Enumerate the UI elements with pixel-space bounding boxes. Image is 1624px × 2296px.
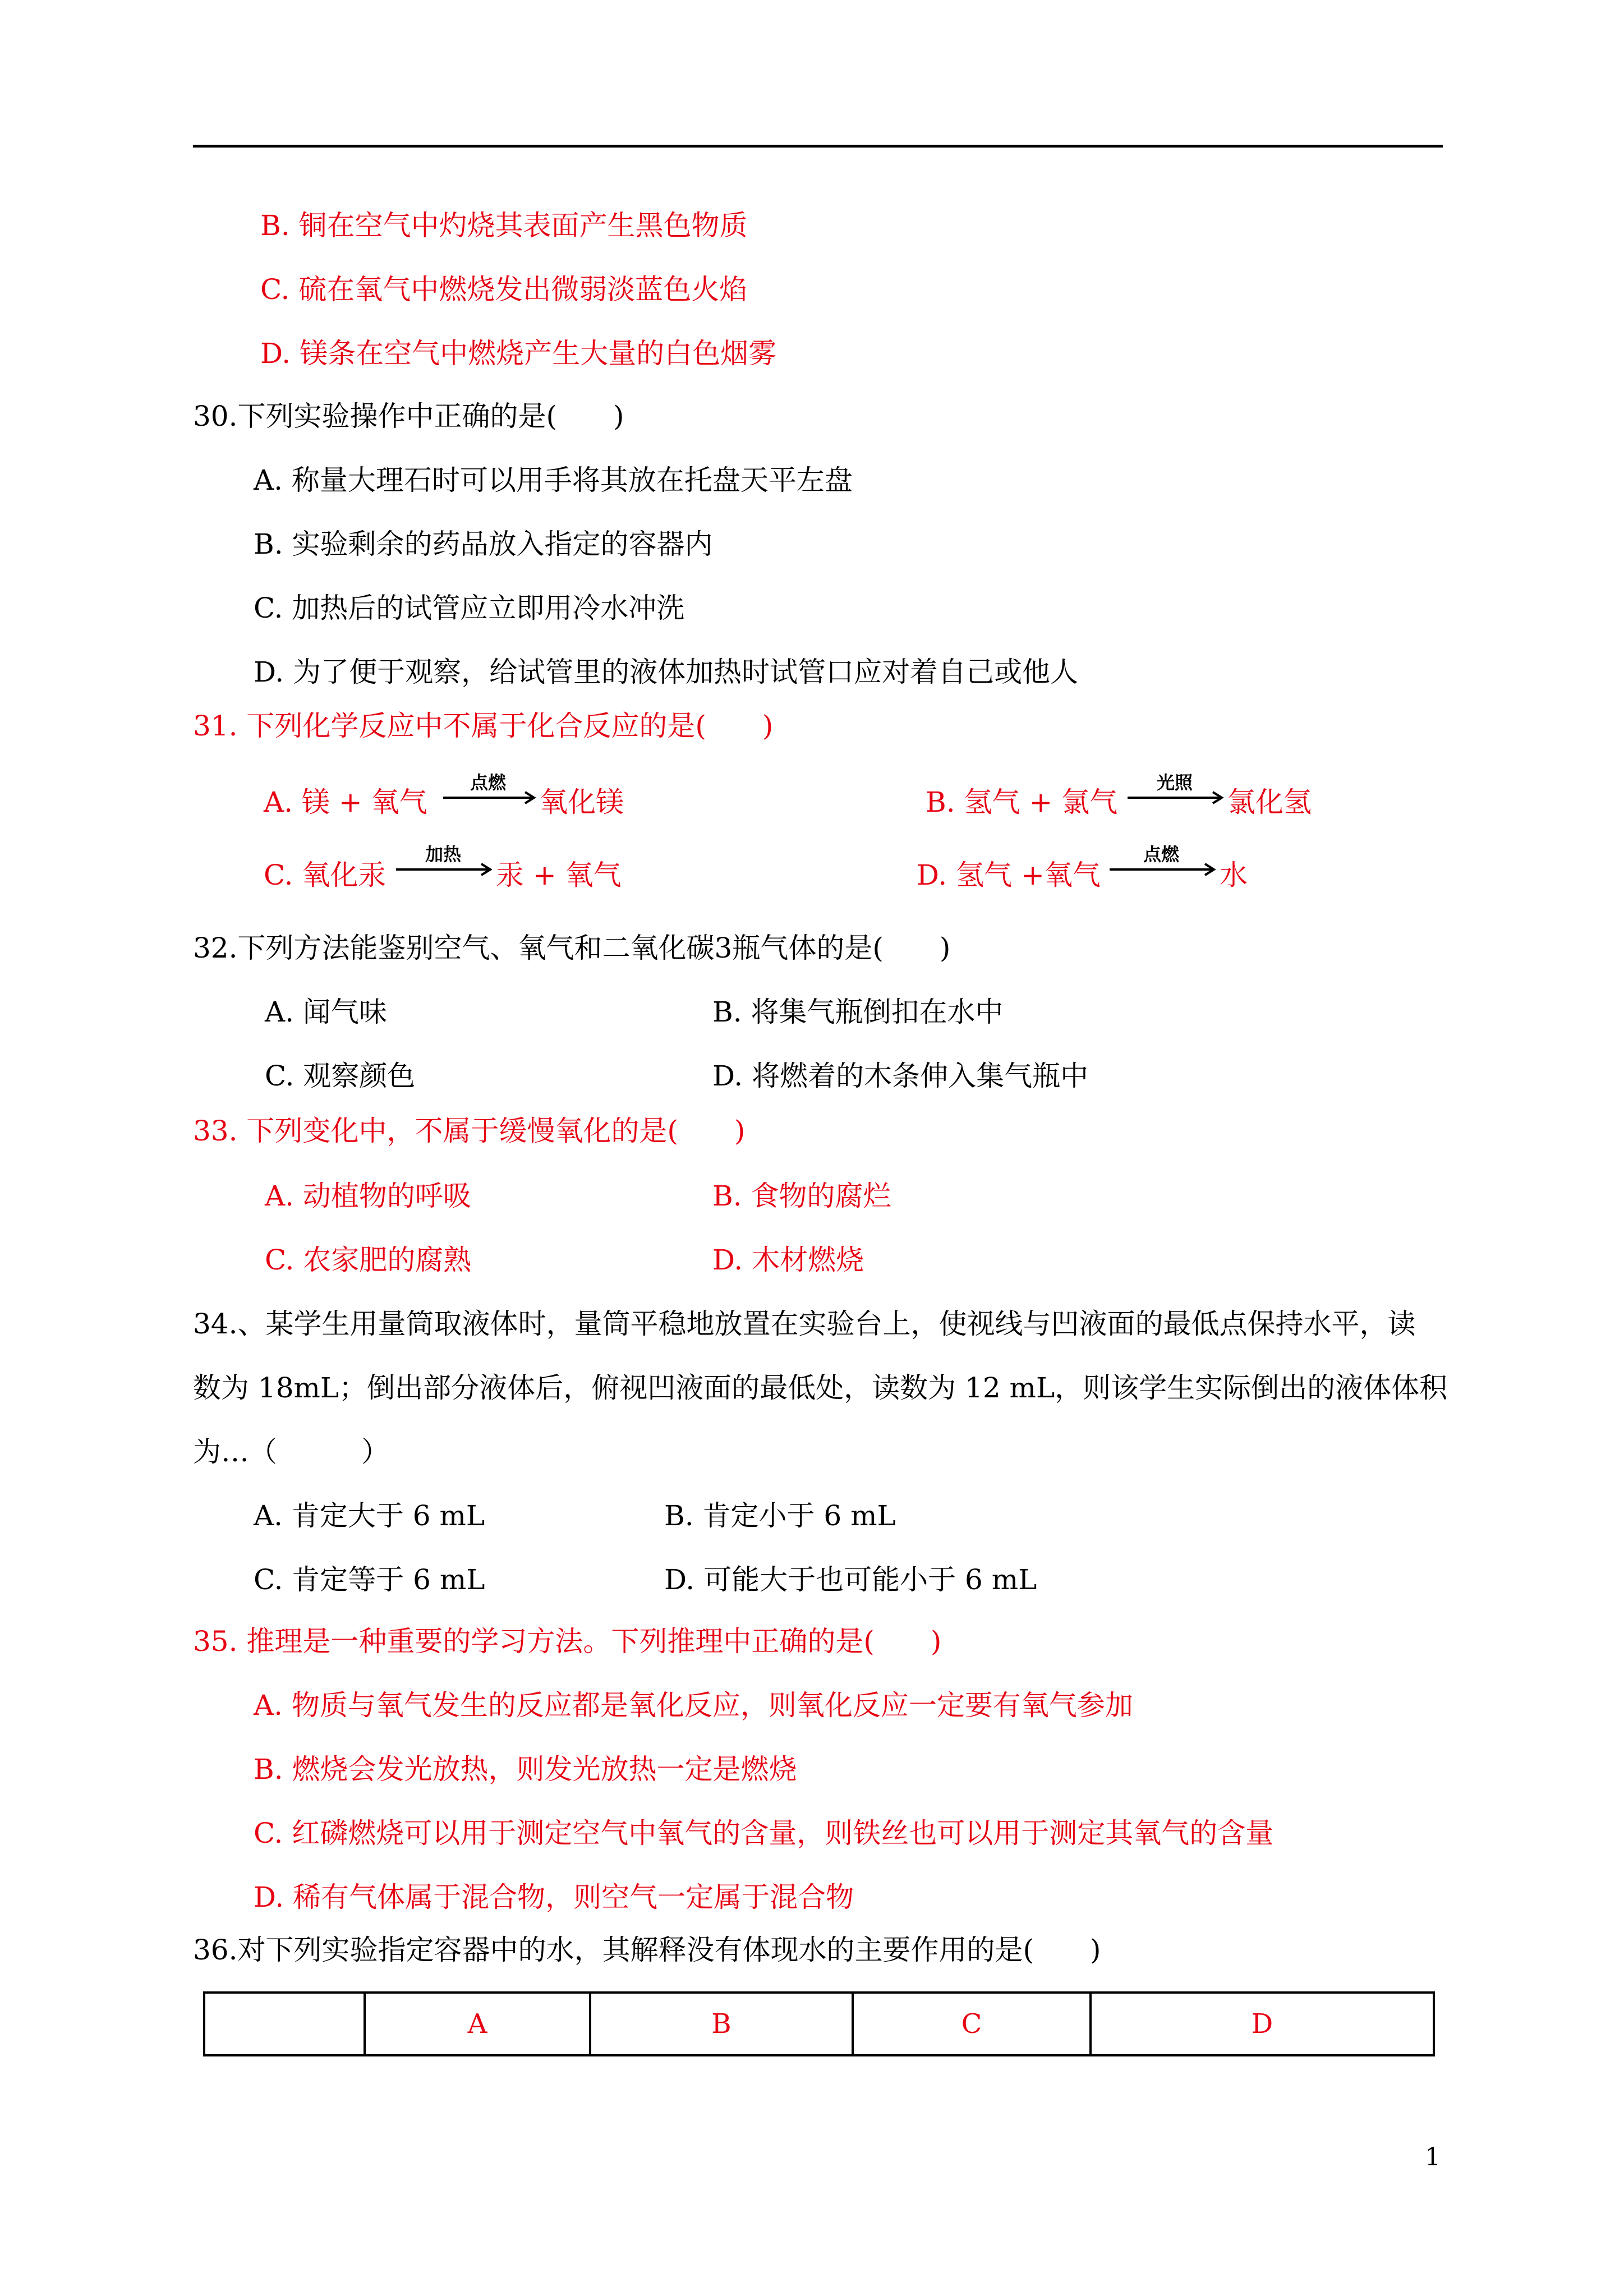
q31-option-b-product: 氯化氢 <box>1227 786 1312 818</box>
q33-option-b: B. 食物的腐烂 <box>712 1180 891 1212</box>
q32-stem: 32.下列方法能鉴别空气、氧气和二氧化碳3瓶气体的是( ) <box>193 932 951 964</box>
q33-stem: 33. 下列变化中，不属于缓慢氧化的是( ) <box>193 1115 746 1147</box>
q35-option-b: B. 燃烧会发光放热，则发光放热一定是燃烧 <box>254 1753 797 1786</box>
q35-option-c: C. 红磷燃烧可以用于测定空气中氧气的含量，则铁丝也可以用于测定其氧气的含量 <box>254 1817 1274 1849</box>
q29-option-c: C. 硫在氧气中燃烧发出微弱淡蓝色火焰 <box>260 273 748 306</box>
q34-line-3: 为…（ ） <box>193 1435 389 1468</box>
q31-option-d-product: 水 <box>1220 859 1248 891</box>
q31-option-d-arrow <box>1110 840 1216 885</box>
q36-table-header-b: B <box>590 1993 853 2055</box>
q31-option-c-reactants: C. 氧化汞 <box>264 859 387 891</box>
q31-option-a-condition: 点燃 <box>470 772 507 793</box>
q30-option-c: C. 加热后的试管应立即用冷水冲洗 <box>254 592 685 624</box>
q29-option-d: D. 镁条在空气中燃烧产生大量的白色烟雾 <box>260 337 777 370</box>
q31-option-c-arrow <box>396 840 493 885</box>
q32-option-d: D. 将燃着的木条伸入集气瓶中 <box>712 1060 1089 1092</box>
q33-option-a: A. 动植物的呼吸 <box>265 1180 471 1212</box>
q31-option-c-condition: 加热 <box>425 844 462 865</box>
q31-option-a-arrow <box>443 769 536 813</box>
q36-stem: 36.对下列实验指定容器中的水，其解释没有体现水的主要作用的是( ) <box>193 1934 1101 1966</box>
q35-stem: 35. 推理是一种重要的学习方法。下列推理中正确的是( ) <box>193 1625 942 1658</box>
reaction-arrow-icon <box>396 840 493 885</box>
header-rule <box>193 145 1443 148</box>
q34-option-a: A. 肯定大于 6 mL <box>254 1499 485 1532</box>
q30-option-d: D. 为了便于观察，给试管里的液体加热时试管口应对着自己或他人 <box>254 656 1079 688</box>
reaction-arrow-icon <box>1128 769 1224 813</box>
q33-option-d: D. 木材燃烧 <box>712 1244 864 1276</box>
q30-stem: 30.下列实验操作中正确的是( ) <box>193 400 624 432</box>
q36-table-header-c: C <box>853 1993 1091 2055</box>
table-row <box>204 1993 1434 2055</box>
q34-line-2: 数为 18mL；倒出部分液体后，俯视凹液面的最低处，读数为 12 mL，则该学生实际倒出的液体体积 <box>193 1372 1448 1404</box>
q32-option-c: C. 观察颜色 <box>265 1060 416 1092</box>
q31-option-b-reactants: B. 氢气 + 氯气 <box>926 786 1118 818</box>
q31-option-c-product: 汞 + 氧气 <box>496 859 622 891</box>
q32-option-a: A. 闻气味 <box>265 996 387 1028</box>
q34-option-d: D. 可能大于也可能小于 6 mL <box>664 1563 1037 1596</box>
q36-table <box>203 1991 1435 2056</box>
q29-option-b: B. 铜在空气中灼烧其表面产生黑色物质 <box>260 209 748 242</box>
q31-option-a-product: 氧化镁 <box>540 786 624 818</box>
q31-option-a-reactants: A. 镁 + 氧气 <box>264 786 427 818</box>
q35-option-a: A. 物质与氧气发生的反应都是氧化反应，则氧化反应一定要有氧气参加 <box>254 1689 1133 1722</box>
reaction-arrow-icon <box>1110 840 1216 885</box>
q36-table-header-a: A <box>365 1993 590 2055</box>
reaction-arrow-icon <box>443 769 536 813</box>
q34-line-1: 34.、某学生用量筒取液体时，量筒平稳地放置在实验台上，使视线与凹液面的最低点保持水平，读 <box>193 1308 1416 1340</box>
q36-table-header-blank <box>204 1993 365 2055</box>
q34-option-b: B. 肯定小于 6 mL <box>664 1499 896 1532</box>
q31-option-b-condition: 光照 <box>1157 772 1193 793</box>
q36-table-header-d: D <box>1091 1993 1434 2055</box>
q32-option-b: B. 将集气瓶倒扣在水中 <box>712 996 1004 1028</box>
q30-option-b: B. 实验剩余的药品放入指定的容器内 <box>254 528 713 560</box>
page-number: 1 <box>1425 2143 1441 2171</box>
q31-stem: 31. 下列化学反应中不属于化合反应的是( ) <box>193 710 774 742</box>
q31-option-b-arrow <box>1128 769 1224 813</box>
q31-option-d-condition: 点燃 <box>1143 844 1180 865</box>
q34-option-c: C. 肯定等于 6 mL <box>254 1563 485 1596</box>
q35-option-d: D. 稀有气体属于混合物，则空气一定属于混合物 <box>254 1881 854 1913</box>
q33-option-c: C. 农家肥的腐熟 <box>265 1244 472 1276</box>
q30-option-a: A. 称量大理石时可以用手将其放在托盘天平左盘 <box>254 464 853 496</box>
q31-option-d-reactants: D. 氢气 +氧气 <box>917 859 1101 891</box>
